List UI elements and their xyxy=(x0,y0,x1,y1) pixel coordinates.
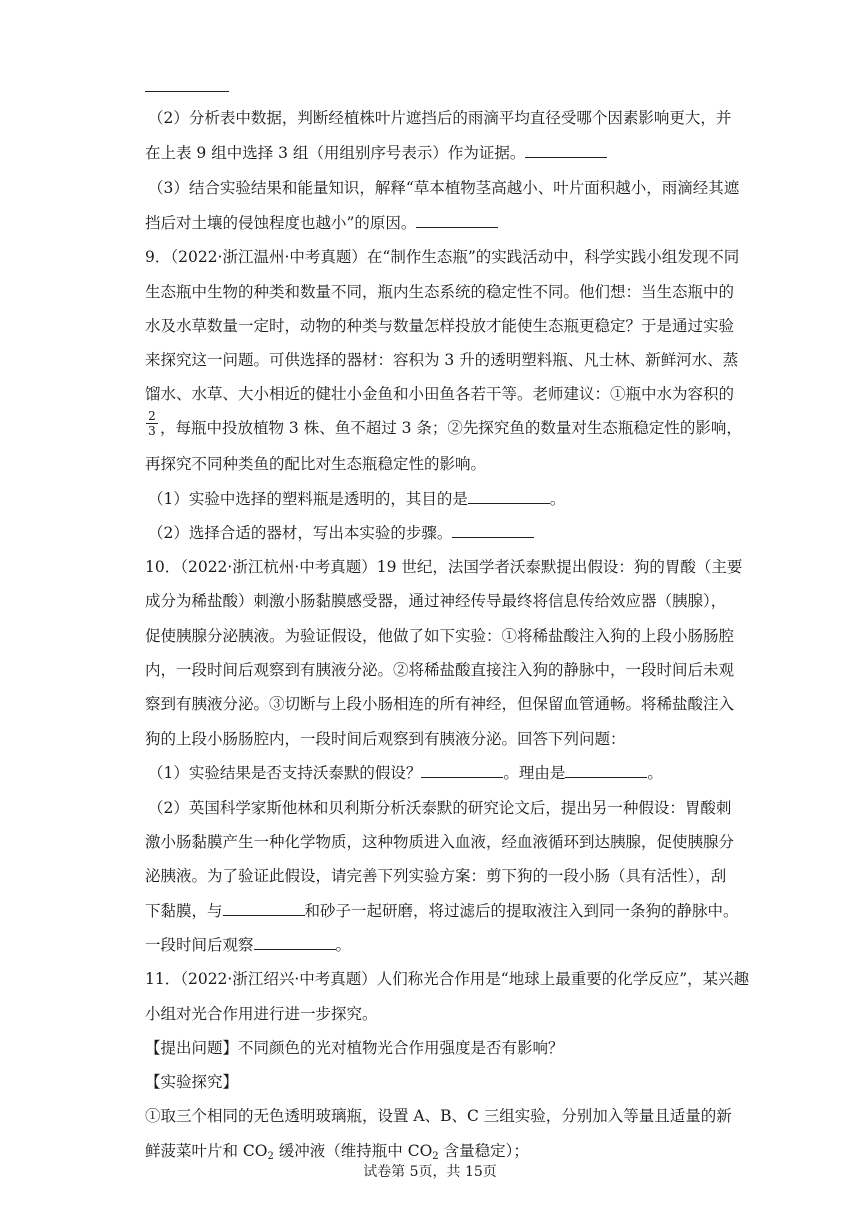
answer-blank[interactable] xyxy=(468,489,550,504)
q8-sub3-line1: （3）结合实验结果和能量知识，解释“草本植物茎高越小、叶片面积越小，雨滴经其遮 xyxy=(148,179,740,197)
fraction-denominator: 3 xyxy=(148,424,156,438)
q11-step1-line2: 鲜菠菜叶片和 $CO_2$ 缓冲液（维持瓶中 $CO_2$ 含量稳定）； xyxy=(145,1142,529,1162)
q9-line1: 9．（2022·浙江温州·中考真题）在“制作生态瓶”的实践活动中，科学实践小组发现不同 xyxy=(145,248,740,266)
q10-sub2-line4: 下黏膜，与 和砂子一起研磨，将过滤后的提取液注入到同一条狗的静脉中。 xyxy=(145,902,739,920)
q10-line6: 狗的上段小肠肠腔内，一段时间后观察到有胰液分泌。回答下列问题： xyxy=(145,730,626,748)
answer-blank[interactable] xyxy=(565,763,647,778)
q9-line5: 馏水、水草、大小相近的健壮小金鱼和小田鱼各若干等。老师建议：①瓶中水为容积的 xyxy=(145,385,735,403)
q9-line6: ，每瓶中投放植物 3 株、鱼不超过 3 条；②先探究鱼的数量对生态瓶稳定性的影响， xyxy=(160,419,742,437)
answer-blank[interactable] xyxy=(525,143,607,158)
answer-blank[interactable] xyxy=(452,523,534,538)
q9-line7: 再探究不同种类鱼的配比对生态瓶稳定性的影响。 xyxy=(145,455,487,473)
q10-line3: 促使胰腺分泌胰液。为验证假设，他做了如下实验：①将稀盐酸注入狗的上段小肠肠腔 xyxy=(145,627,735,645)
q10-line4: 内，一段时间后观察到有胰液分泌。②将稀盐酸直接注入狗的静脉中，一段时间后未观 xyxy=(145,661,735,679)
q8-sub3-line2: 挡后对土壤的侵蚀程度也越小”的原因。 xyxy=(145,213,720,233)
q10-sub2-line1: （2）英国科学家斯他林和贝利斯分析沃泰默的研究论文后，提出另一种假设：胃酸刺 xyxy=(148,799,732,817)
answer-blank[interactable] xyxy=(421,763,503,778)
q10-sub2-line3: 泌胰液。为了验证此假设，请完善下列实验方案：剪下狗的一段小肠（具有活性），刮 xyxy=(145,867,727,885)
fraction-numerator: 2 xyxy=(146,409,158,424)
q8-sub2-line1: （2）分析表中数据，判断经植株叶片遮挡后的雨滴平均直径受哪个因素影响更大，并 xyxy=(148,109,732,127)
q11-heading-experiment: 【实验探究】 xyxy=(145,1073,239,1091)
q10-sub1: （1）实验结果是否支持沃泰默的假设？ 。理由是 。 xyxy=(148,764,663,782)
q9-sub2: （2）选择合适的器材，写出本实验的步骤。 xyxy=(148,523,720,543)
answer-blank[interactable] xyxy=(223,901,305,916)
answer-blank[interactable] xyxy=(145,91,229,92)
answer-blank[interactable] xyxy=(254,935,336,950)
page-footer: 试卷第 5页，共 15页 xyxy=(363,1164,497,1180)
q11-heading-question: 【提出问题】不同颜色的光对植物光合作用强度是否有影响？ xyxy=(145,1039,564,1057)
answer-blank[interactable] xyxy=(416,213,498,228)
q8-sub2-line2: 在上表 9 组中选择 3 组（用组别序号表示）作为证据。 xyxy=(145,143,720,163)
q11-line1: 11．（2022·浙江绍兴·中考真题）人们称光合作用是“地球上最重要的化学反应”，某兴趣 xyxy=(145,970,750,988)
q11-line2: 小组对光合作用进行进一步探究。 xyxy=(145,1005,378,1023)
q9-line2: 生态瓶中生物的种类和数量不同，瓶内生态系统的稳定性不同。他们想：当生态瓶中的 xyxy=(145,283,735,301)
q10-line5: 察到有胰液分泌。③切断与上段小肠相连的所有神经，但保留血管通畅。将稀盐酸注入 xyxy=(145,695,735,713)
q10-line2: 成分为稀盐酸）刺激小肠黏膜感受器，通过神经传导最终将信息传给效应器（胰腺）， xyxy=(145,592,727,610)
q10-sub2-line2: 激小肠黏膜产生一种化学物质，这种物质进入血液，经血液循环到达胰腺，促使胰腺分 xyxy=(145,833,735,851)
q9-line4: 来探究这一问题。可供选择的器材：容积为 3 升的透明塑料瓶、凡士林、新鲜河水、蒸 xyxy=(145,351,739,369)
q9-line3: 水及水草数量一定时，动物的种类与数量怎样投放才能使生态瓶更稳定？于是通过实验 xyxy=(145,317,735,335)
q10-sub2-line5: 一段时间后观察 。 xyxy=(145,936,352,954)
fraction-two-thirds xyxy=(146,409,158,438)
q10-line1: 10．（2022·浙江杭州·中考真题）19 世纪，法国学者沃泰默提出假设：狗的胃酸（主要 xyxy=(145,558,743,576)
q9-sub1: （1）实验中选择的塑料瓶是透明的，其目的是 。 xyxy=(148,490,566,508)
q11-step1-line1: ①取三个相同的无色透明玻璃瓶，设置 A、B、C 三组实验，分别加入等量且适量的新 xyxy=(145,1107,732,1125)
